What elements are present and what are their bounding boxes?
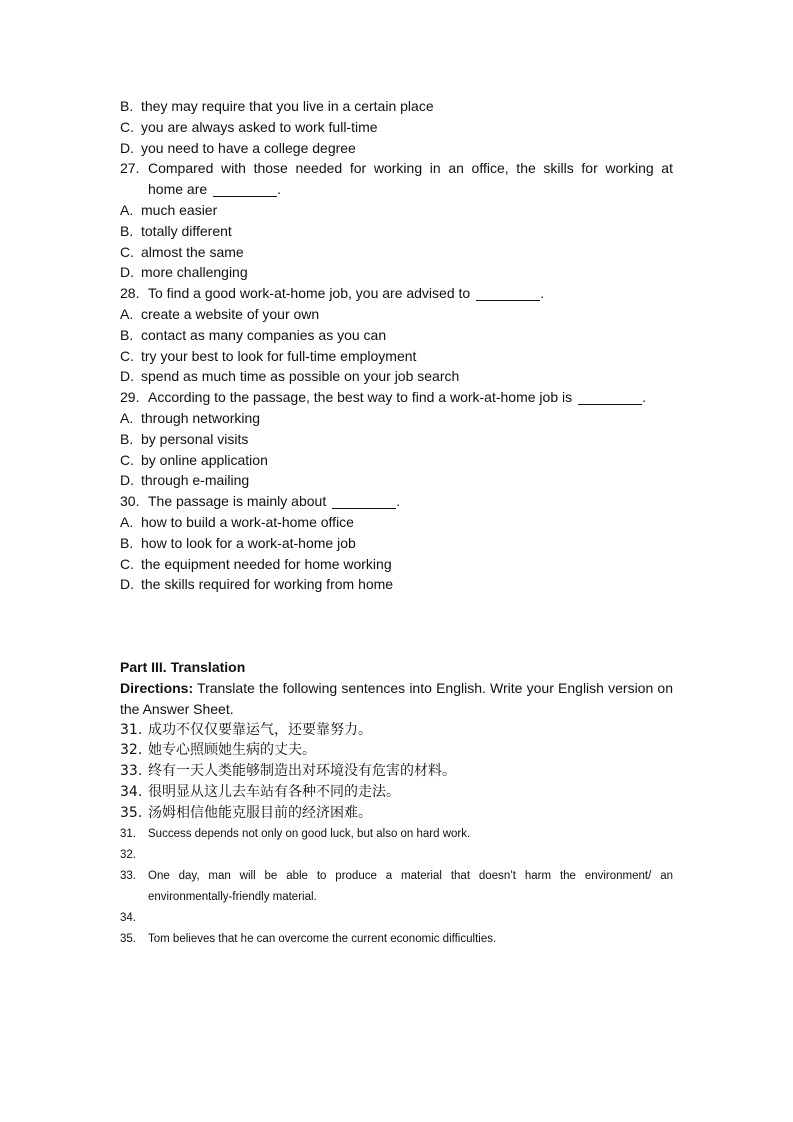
- answer-blank: [332, 494, 396, 509]
- q28-stem: 28. To find a good work-at-home job, you are advised to .: [120, 285, 545, 302]
- q30-option-a: A. how to build a work-at-home office: [120, 513, 354, 530]
- q28-option-b: B. contact as many companies as you can: [120, 326, 387, 343]
- answer-33: 33. One day, man will be able to produce a material that doesn’t harm the environment/ an environmentally-friendly material.: [120, 869, 673, 903]
- q28-option-d: D. spend as much time as possible on your job search: [120, 368, 460, 385]
- q30-option-c: C. the equipment needed for home working: [120, 555, 392, 572]
- question-29: [120, 387, 673, 491]
- section-title: Part III. Translation: [120, 659, 246, 676]
- answer-31: 31. Success depends not only on good luck, but also on hard work.: [120, 827, 471, 840]
- answer-35: 35. Tom believes that he can overcome the current economic difficulties.: [120, 932, 497, 945]
- q26-option-b: B. they may require that you live in a certain place: [120, 98, 434, 114]
- answer-blank: [213, 182, 277, 197]
- question-28: [120, 283, 673, 387]
- question-27: [120, 158, 673, 283]
- q26-option-d: D. you need to have a college degree: [120, 139, 356, 156]
- q28-option-c: C. try your best to look for full-time employment: [120, 347, 417, 364]
- question-30: [120, 491, 673, 595]
- q28-option-a: A. create a website of your own: [120, 305, 320, 322]
- q26-option-c: C. you are always asked to work full-time: [120, 118, 378, 135]
- q27-option-d: D. more challenging: [120, 264, 248, 281]
- q30-option-b: B. how to look for a work-at-home job: [120, 534, 356, 551]
- q29-stem: 29. According to the passage, the best way to find a work-at-home job is .: [120, 389, 647, 406]
- document-page: [120, 96, 673, 950]
- answer-blank: [578, 390, 642, 405]
- part-3-translation: [120, 657, 673, 949]
- q30-option-d: D. the skills required for working from home: [120, 576, 394, 593]
- q27-stem-line2: home are .: [148, 181, 282, 198]
- q29-option-a: A. through networking: [120, 409, 261, 426]
- q30-stem: 30. The passage is mainly about .: [120, 493, 401, 510]
- answer-blank: [476, 286, 540, 301]
- directions: Directions: Translate the following sentences into English. Write your English version on the Answer Sheet.: [120, 679, 673, 717]
- sentence-34: 34. 很明显从这儿去车站有各种不同的走法。: [120, 783, 400, 800]
- q27-stem-line1: 27. Compared with those needed for working in an office, the skills for working at: [120, 160, 673, 177]
- sentence-32: 32. 她专心照顾她生病的丈夫。: [120, 742, 316, 759]
- answer-32: 32.: [120, 848, 136, 861]
- q29-option-d: D. through e-mailing: [120, 472, 250, 489]
- q29-option-c: C. by online application: [120, 451, 268, 468]
- sentence-35: 35. 汤姆相信他能克服目前的经济困难。: [120, 804, 372, 821]
- answer-34: 34.: [120, 911, 136, 924]
- q29-option-b: B. by personal visits: [120, 430, 249, 447]
- sentence-31: 31. 成功不仅仅要靠运气，还要靠努力。: [120, 721, 372, 738]
- sentence-33: 33. 终有一天人类能够制造出对环境没有危害的材料。: [120, 763, 456, 780]
- q26-options: [120, 96, 673, 158]
- answer-list: [120, 824, 673, 950]
- chinese-sentences: [120, 720, 673, 824]
- q27-option-a: A. much easier: [120, 201, 218, 218]
- q27-option-b: B. totally different: [120, 222, 232, 239]
- q27-option-c: C. almost the same: [120, 243, 244, 260]
